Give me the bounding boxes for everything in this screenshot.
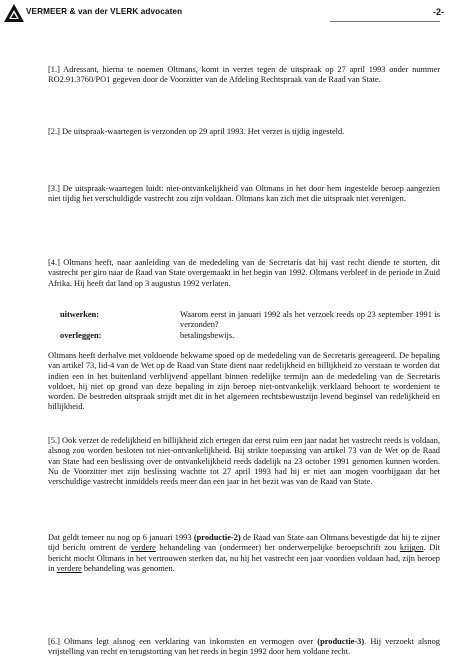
underlined-verdere: verdere [130,543,156,553]
underlined-verdere-2: verdere [56,563,82,573]
question-text-uitwerken: Waarom eerst in januari 1992 als het verzoek reeds op 23 september 1991 is verzonden? [180,310,440,330]
paragraph-5-continued: Dat geldt temeer nu nog op 6 januari 1993 (productie-2) de Raad van State aan Oltmans bevestigde dat hij te zijner tijd bericht omtrent de verdere behandeling van (ondermeer) het onderwerpelijke beroepschrift zou krijgen. Dit bericht mocht Oltmans in het vertrouwen sterken dat, nu hij het vastrecht een jaar voordien voldaan had, zijn beroep in verdere behandeling was genomen. [48,533,441,573]
production-2-reference: (productie-2) [193,533,241,542]
letterhead [4,4,444,22]
paragraph-6: [6.] Oltmans legt alsnog een verklaring van inkomsten en vermogen over (productie-3). Hij verzoekt alsnog vrijstelling van recht en terugstorting van het reeds in begin 1992 door hem voldane recht. [48,637,440,657]
paragraph-1: [1.] Adressant, hierna te noemen Oltmans, komt in verzet tegen de uitspraak op 27 april 1993 onder nummer RO2.91.3760/PO1 gegeven door de Voorzitter van de Afdeling Rechtspraak van de Raad van State. [48,65,440,85]
underlined-krijgen: krijgen [399,543,424,553]
question-label-overleggen: overleggen: [60,331,102,340]
page-number: -2- [433,7,444,17]
question-label-uitwerken: uitwerken: [60,310,100,319]
firm-logo-icon [4,4,24,22]
paragraph-4: [4.] Oltmans heeft, naar aanleiding van de mededeling van de Secretaris dat hij vast recht diende te storten, dit vastrecht per giro naar de Raad van State overgemaakt in het begin van 1992. Oltmans verbleef in de periode in Zuid Afrika. Hij heeft dat land op 3 augustus 1992 verlaten. [48,258,440,288]
paragraph-5: [5.] Ook verzet de redelijkheid en billijkheid zich ertegen dat eerst ruim een jaar nadat het vastrecht reeds is voldaan, alsnog zou worden besloten tot niet-ontvankelijkheid. Bij strikte toepassing van artikel 73 van de Wet op de Raad van State had een beslissing over de ontvankelijkheid reeds dadelijk na 23 october 1991 genomen kunnen worden. Nu de Voorzitter met zijn beslissing wachtte tot 27 april 1993 had hij er niet aan mogen voorbijgaan dat het verschuldige vastrecht inmiddels reeds meer dan een jaar in het bezit was van de Raad van State. [48,436,440,487]
production-3-reference: (productie-3) [317,637,365,646]
header-rule [330,21,440,22]
paragraph-4-continued: Oltmans heeft derhalve met voldoende bekwame spoed op de mededeling van de Secretaris gereageerd. De bepaling van artikel 73, lid-4 van de Wet op de Raad van State dient naar redelijkheid en billijkheid zo verstaan te worden dat indien een in het buitenland verblijvend appellant binnen redelijke termijn aan de mededeling van de Secretaris voldoet, hij niet op grond van deze bepaling in zijn beroep niet-ontvankelijk verklaard behoort te wordenient te worden. De bestreden uitspraak strijdt met dit in het algemeen rechtsbewustzijn levend beginsel van redelijkheid en billijkheid. [48,351,440,412]
paragraph-3: [3.] De uitspraak-waartegen luidt: niet-ontvankelijkheid van Oltmans in het door hem ingestelde beroep aangezien niet tijdig het verschuldigde vastrecht zou zijn voldaan. Oltmans kan zich met die uitspraak niet verenigen. [48,184,440,204]
question-text-overleggen: betalingsbewijs. [180,331,235,340]
paragraph-2: [2.] De uitspraak-waartegen is verzonden op 29 april 1993. Het verzet is tijdig ingesteld. [48,127,345,136]
firm-name: VERMEER & van der VLERK advocaten [26,7,183,16]
